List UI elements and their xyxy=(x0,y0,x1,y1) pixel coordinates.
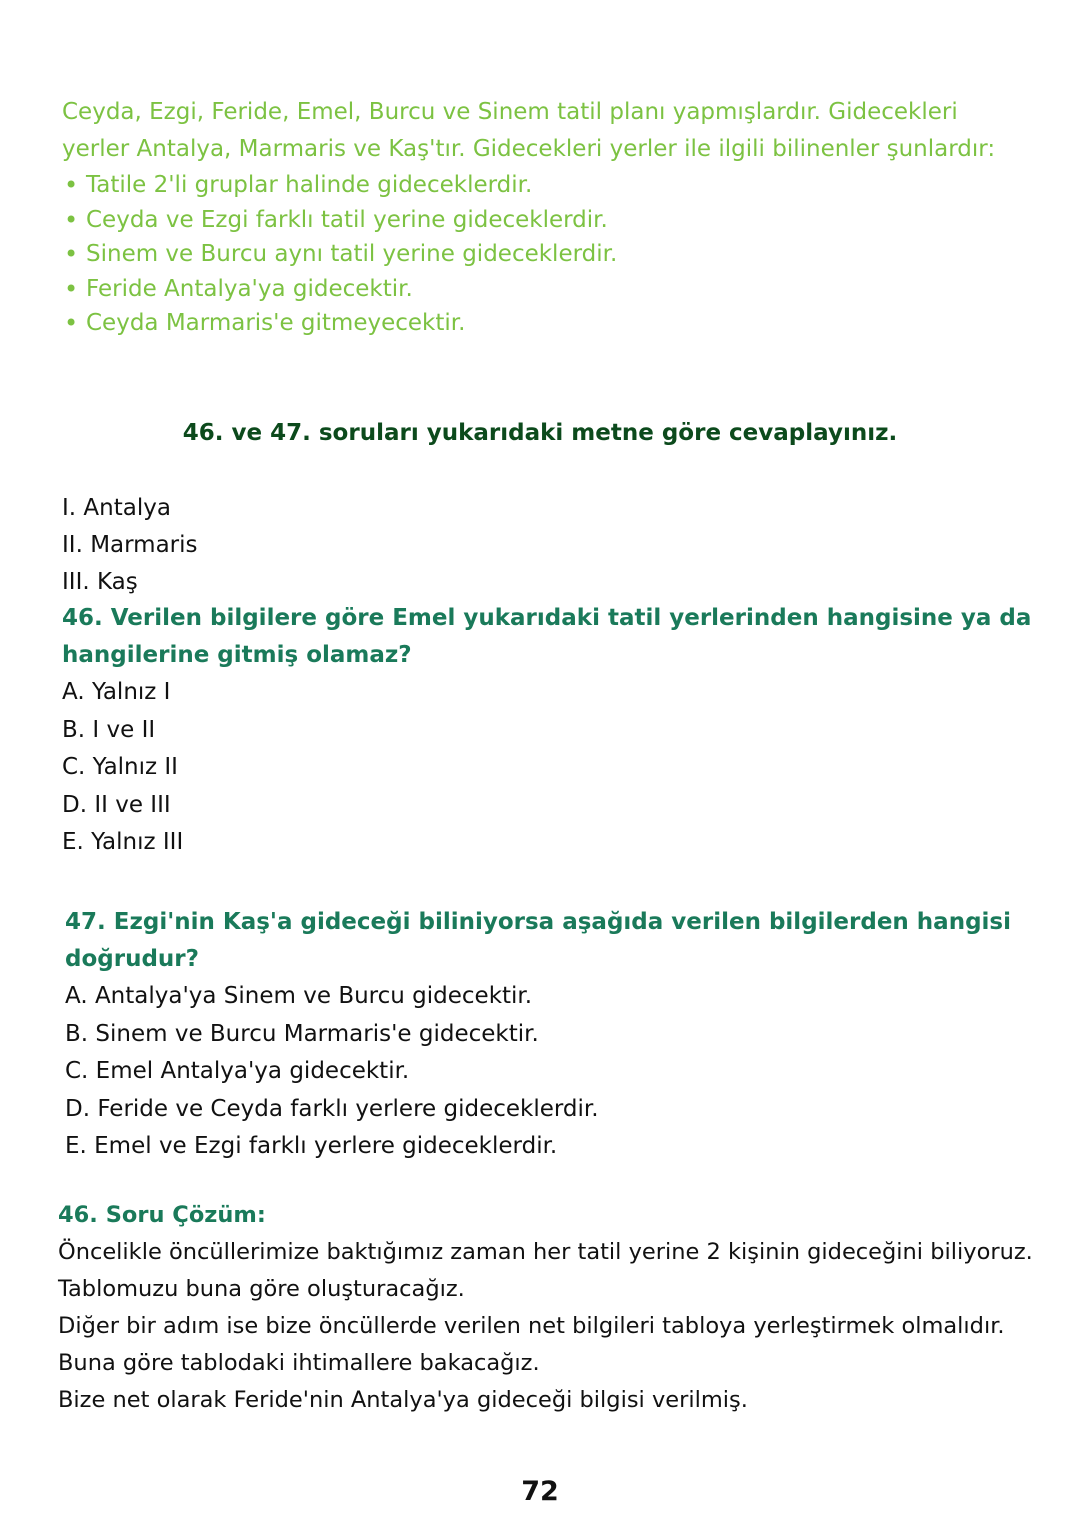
bullet-item: • Feride Antalya'ya gidecektir. xyxy=(62,272,1032,307)
premise-item: II. Marmaris xyxy=(62,532,198,558)
intro-bullet-list xyxy=(62,168,1032,341)
question-46-options xyxy=(62,674,1032,862)
solution-paragraph: Bize net olarak Feride'nin Antalya'ya gideceği bilgisi verilmiş. xyxy=(58,1387,748,1413)
answer-option: D. II ve III xyxy=(62,791,171,818)
bullet-item: • Sinem ve Burcu aynı tatil yerine gideceklerdir. xyxy=(62,237,1032,272)
answer-option: B. Sinem ve Burcu Marmaris'e gidecektir. xyxy=(65,1020,539,1047)
answer-option: C. Emel Antalya'ya gidecektir. xyxy=(65,1058,410,1084)
page-number: 72 xyxy=(521,1476,559,1507)
solution-paragraph: Diğer bir adım ise bize öncüllerde verilen net bilgileri tabloya yerleştirmek olmalıdır. Buna göre tablodaki ihtimallere bakacağız. xyxy=(58,1313,1005,1376)
answer-option: A. Antalya'ya Sinem ve Burcu gidecektir. xyxy=(65,983,533,1009)
answer-option: E. Yalnız III xyxy=(62,829,184,855)
premise-item: III. Kaş xyxy=(62,569,138,595)
intro-text-block xyxy=(62,94,1032,341)
solution-paragraph: Öncelikle öncüllerimize baktığımız zaman her tatil yerine 2 kişinin gideceğini biliyoruz. Tablomuzu buna göre oluşturacağız. xyxy=(58,1239,1033,1302)
question-47-options xyxy=(65,978,1025,1166)
bullet-item: • Ceyda Marmaris'e gitmeyecektir. xyxy=(62,306,1032,341)
question-46 xyxy=(62,600,1032,862)
bullet-item: • Ceyda ve Ezgi farklı tatil yerine gideceklerdir. xyxy=(62,203,1032,238)
solution-text xyxy=(58,1234,1038,1419)
solution-title: 46. Soru Çözüm: xyxy=(58,1202,266,1228)
answer-option: E. Emel ve Ezgi farklı yerlere gideceklerdir. xyxy=(65,1133,558,1159)
answer-option: A. Yalnız I xyxy=(62,679,171,705)
solution-section xyxy=(58,1197,1038,1419)
intro-paragraph: Ceyda, Ezgi, Feride, Emel, Burcu ve Sinem tatil planı yapmışlardır. Gidecekleri yerler Antalya, Marmaris ve Kaş'tır. Gidecekleri yerler ile ilgili bilinenler şunlardır: xyxy=(62,99,996,162)
answer-option: D. Feride ve Ceyda farklı yerlere gideceklerdir. xyxy=(65,1095,599,1122)
question-46-text: 46. Verilen bilgilere göre Emel yukarıdaki tatil yerlerinden hangisine ya da hangilerine gitmiş olamaz? xyxy=(62,605,1032,668)
bullet-item: • Tatile 2'li gruplar halinde gideceklerdir. xyxy=(62,168,1032,203)
premise-item: I. Antalya xyxy=(62,495,171,521)
answer-option: B. I ve II xyxy=(62,716,156,743)
question-47 xyxy=(65,904,1025,1166)
question-47-text: 47. Ezgi'nin Kaş'a gideceği biliniyorsa aşağıda verilen bilgilerden hangisi doğrudur? xyxy=(65,909,1011,972)
instruction-heading: 46. ve 47. soruları yukarıdaki metne göre cevaplayınız. xyxy=(182,420,898,446)
premise-list xyxy=(62,490,198,601)
answer-option: C. Yalnız II xyxy=(62,754,178,780)
